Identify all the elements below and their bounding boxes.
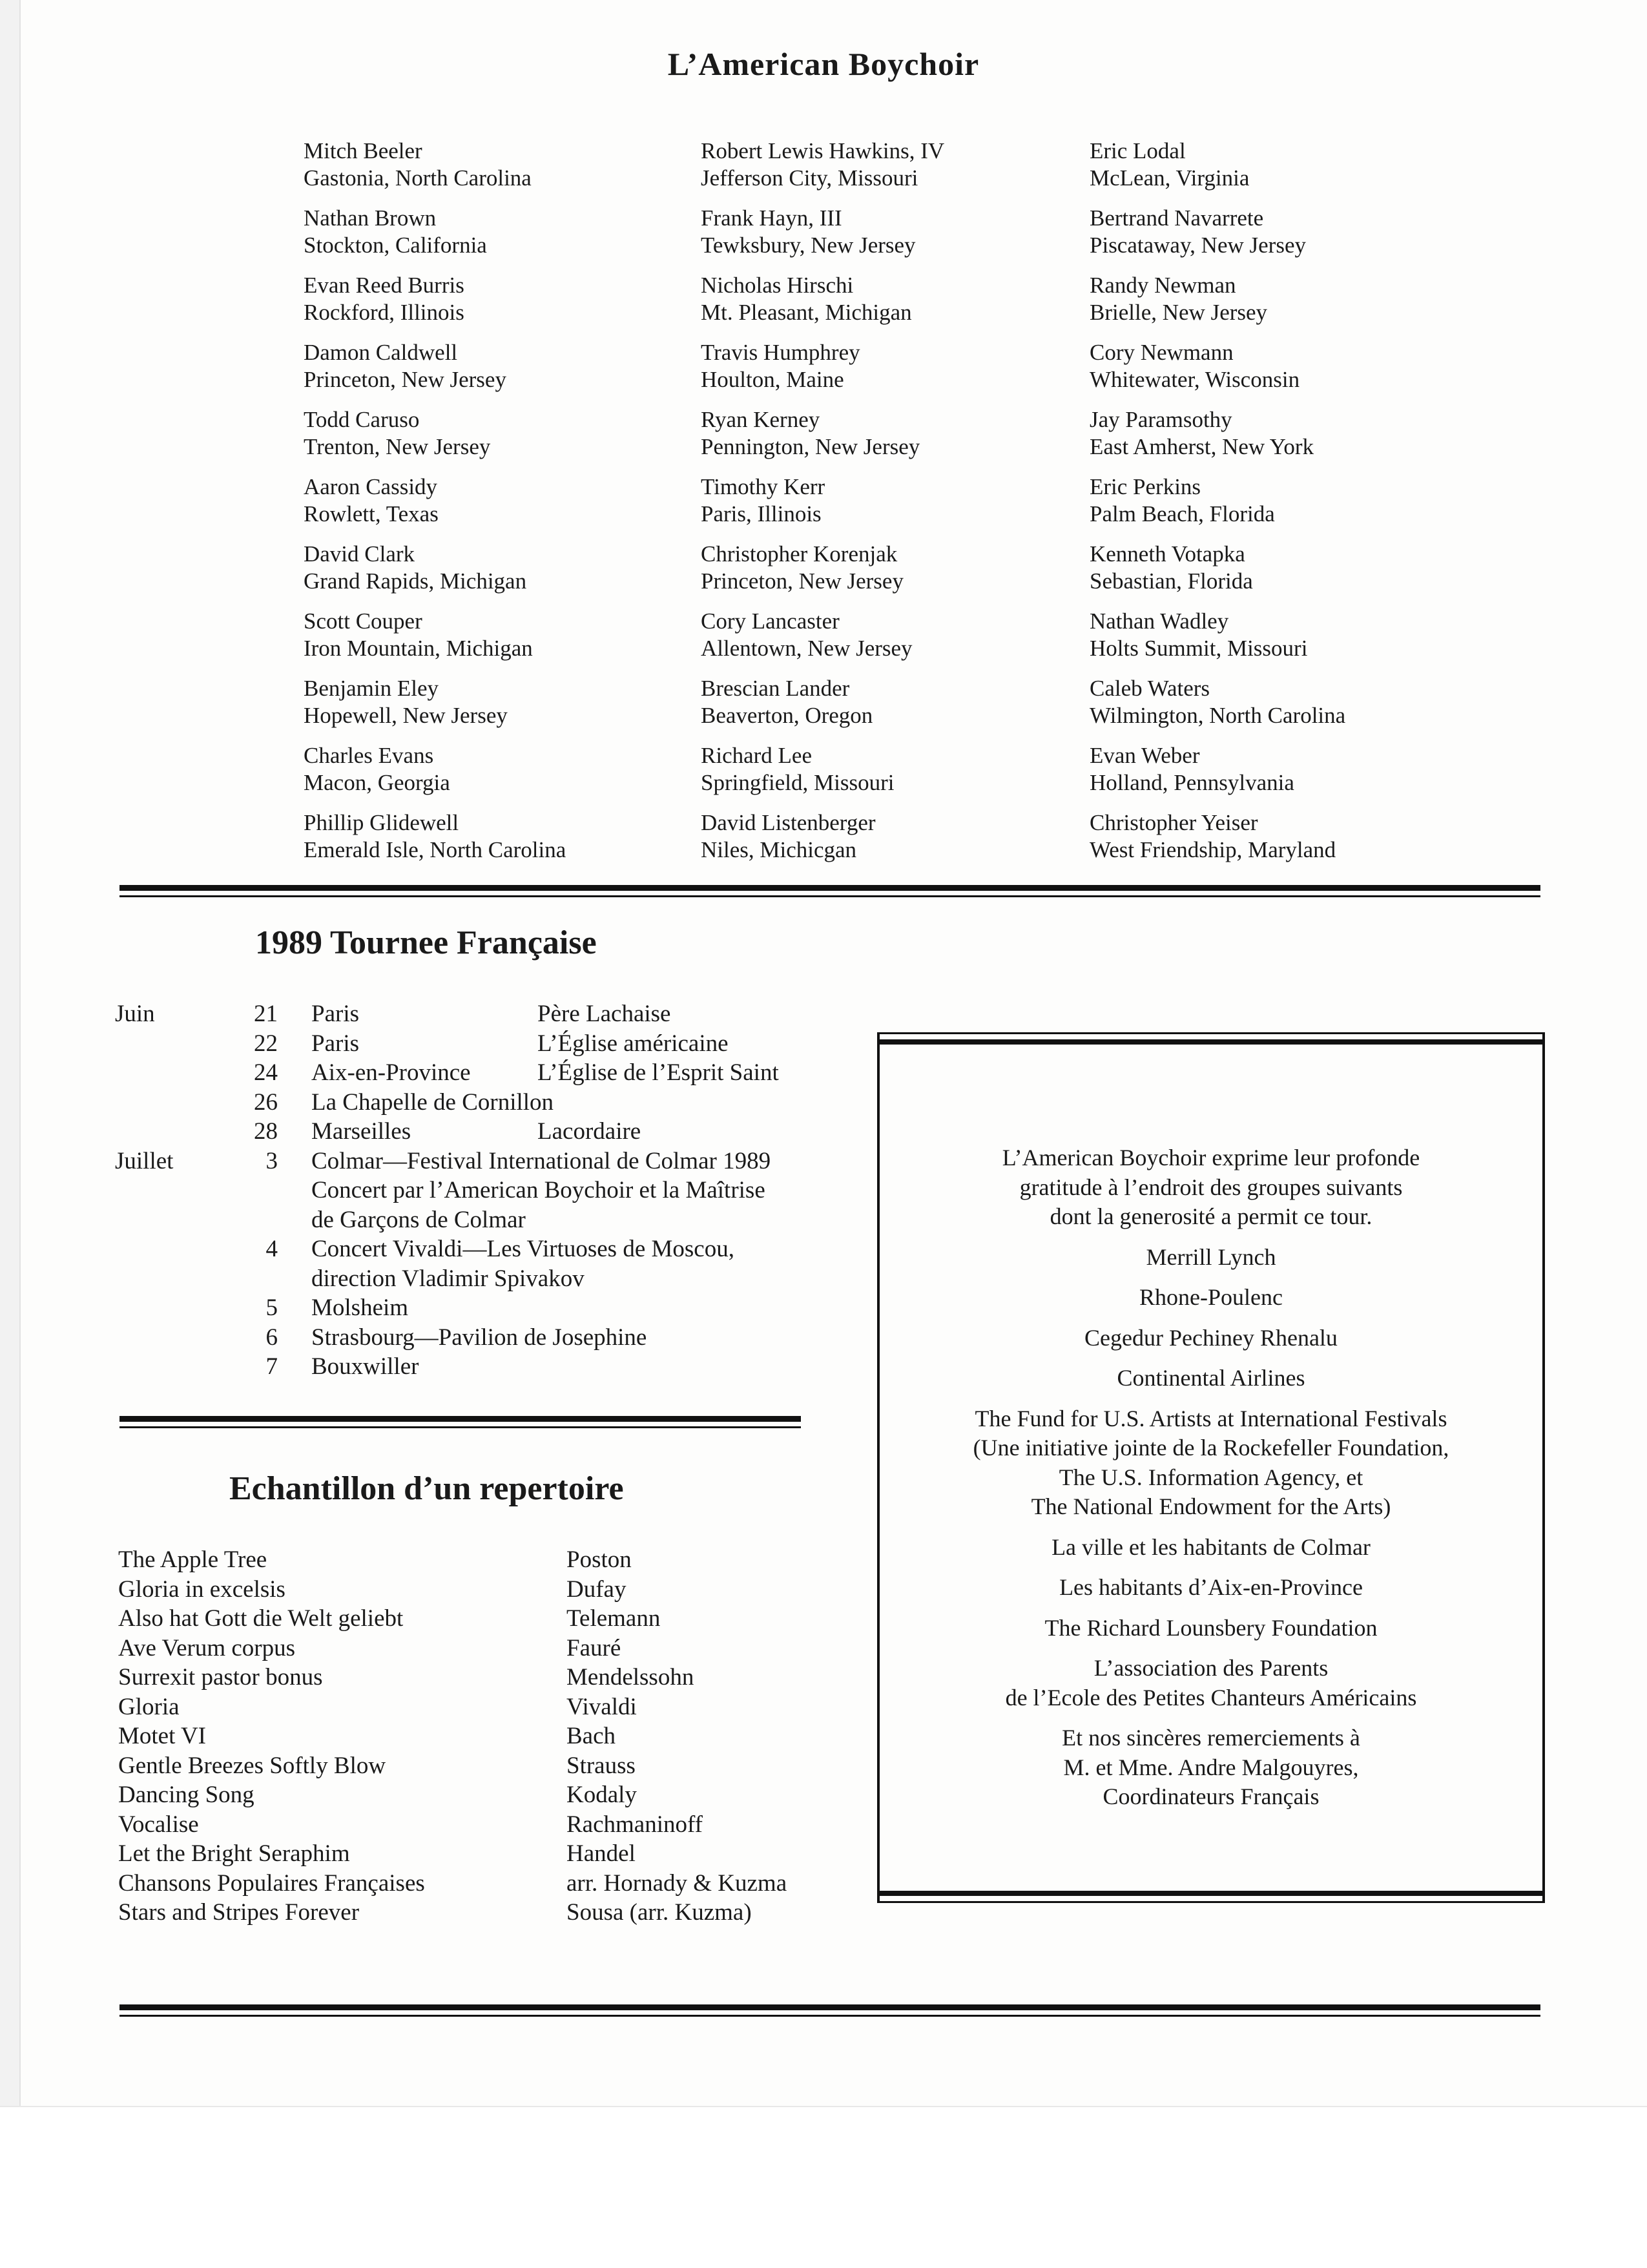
member-name: Jay Paramsothy (1090, 407, 1232, 432)
member-name: Nathan Brown (304, 205, 437, 231)
member-hometown: Princeton, New Jersey (304, 367, 506, 392)
choir-member (304, 406, 691, 473)
member-hometown: Wilmington, North Carolina (1090, 703, 1346, 728)
tour-day: 6 (265, 1324, 278, 1351)
acknowledgement-entry (880, 1283, 1542, 1313)
repertoire-work: Surrexit pastor bonus (118, 1664, 323, 1691)
acknowledgement-line: M. et Mme. Andre Malgouyres, (1063, 1754, 1359, 1780)
repertoire-composer: Mendelssohn (566, 1664, 694, 1691)
member-name: Todd Caruso (304, 407, 420, 432)
member-hometown: Beaverton, Oregon (701, 703, 873, 728)
page-title: L’American Boychoir (667, 46, 980, 82)
repertoire-row (0, 1810, 840, 1840)
choir-member (304, 675, 691, 742)
member-hometown: Macon, Georgia (304, 770, 450, 795)
tour-row (0, 1147, 865, 1176)
choir-member (304, 205, 691, 272)
tour-row (0, 1264, 865, 1294)
intro-line: gratitude à l’endroit des groupes suivants (1019, 1174, 1403, 1200)
tour-row (0, 1293, 865, 1323)
tour-row (0, 999, 865, 1029)
tour-day: 5 (265, 1295, 278, 1321)
choir-member (701, 742, 1088, 809)
tour-day: 26 (254, 1088, 278, 1116)
repertoire-title: Echantillon d’un repertoire (229, 1470, 624, 1507)
member-hometown: Hopewell, New Jersey (304, 703, 508, 728)
repertoire-row (0, 1898, 840, 1928)
tour-day: 7 (265, 1353, 278, 1380)
choir-member (701, 205, 1088, 272)
member-name: Eric Perkins (1090, 474, 1201, 499)
member-name: Phillip Glidewell (304, 810, 459, 835)
acknowledgement-line: The U.S. Information Agency, et (1059, 1464, 1363, 1490)
tour-city: La Chapelle de Cornillon (311, 1088, 554, 1116)
acknowledgement-line: Les habitants d’Aix-en-Province (1059, 1574, 1363, 1600)
tour-day: 28 (254, 1118, 278, 1145)
acknowledgement-line: La ville et les habitants de Colmar (1051, 1534, 1371, 1560)
choir-member (304, 138, 691, 205)
repertoire-work: The Apple Tree (118, 1546, 267, 1573)
choir-member (701, 473, 1088, 541)
choir-member (1090, 406, 1477, 473)
member-name: Aaron Cassidy (304, 474, 438, 499)
acknowledgement-entry (880, 1614, 1542, 1643)
repertoire-composer: Fauré (566, 1634, 621, 1661)
roster-column (1090, 138, 1477, 877)
tour-city: Aix-en-Province (311, 1059, 471, 1086)
member-name: David Listenberger (701, 810, 876, 835)
tour-city: Concert par l’American Boychoir et la Maîtrise (311, 1177, 765, 1203)
member-hometown: Holland, Pennsylvania (1090, 770, 1294, 795)
repertoire-row (0, 1722, 840, 1751)
tour-city: Bouxwiller (311, 1353, 419, 1380)
choir-member (304, 541, 691, 608)
member-hometown: Sebastian, Florida (1090, 568, 1253, 594)
choir-member (701, 541, 1088, 608)
member-hometown: Holts Summit, Missouri (1090, 636, 1308, 661)
tour-row (0, 1323, 865, 1353)
repertoire-composer: Kodaly (566, 1782, 637, 1808)
acknowledgement-entry (880, 1573, 1542, 1603)
choir-member (701, 809, 1088, 877)
member-hometown: Whitewater, Wisconsin (1090, 367, 1300, 392)
repertoire-work: Chansons Populaires Françaises (118, 1869, 425, 1897)
member-hometown: West Friendship, Maryland (1090, 837, 1336, 862)
member-hometown: McLean, Virginia (1090, 165, 1250, 191)
repertoire-row (0, 1692, 840, 1722)
acknowledgement-line: The Fund for U.S. Artists at International Festivals (975, 1405, 1447, 1431)
member-hometown: Trenton, New Jersey (304, 434, 491, 459)
tour-title: 1989 Tournee Française (255, 924, 597, 961)
member-hometown: Houlton, Maine (701, 367, 844, 392)
member-hometown: Jefferson City, Missouri (701, 165, 918, 191)
tour-day: 4 (265, 1236, 278, 1262)
member-name: David Clark (304, 541, 415, 567)
acknowledgement-line: de l’Ecole des Petites Chanteurs Américains (1005, 1684, 1417, 1711)
member-hometown: Stockton, California (304, 233, 487, 258)
member-hometown: Emerald Isle, North Carolina (304, 837, 566, 862)
member-name: Benjamin Eley (304, 676, 439, 701)
member-hometown: Palm Beach, Florida (1090, 501, 1275, 526)
acknowledgement-entry (880, 1533, 1542, 1563)
member-name: Caleb Waters (1090, 676, 1210, 701)
repertoire-composer: Vivaldi (566, 1693, 637, 1720)
tour-venue: Lacordaire (537, 1118, 641, 1145)
repertoire-composer: Rachmaninoff (566, 1811, 703, 1838)
repertoire-composer: arr. Hornady & Kuzma (566, 1869, 787, 1897)
tour-city: Molsheim (311, 1295, 409, 1321)
repertoire-work: Dancing Song (118, 1782, 254, 1808)
choir-member (701, 339, 1088, 406)
repertoire-work: Also hat Gott die Welt geliebt (118, 1605, 404, 1632)
repertoire-composer: Dufay (566, 1576, 627, 1603)
section-divider-top (119, 885, 1540, 897)
tour-day: 3 (265, 1147, 278, 1174)
section-divider-middle (119, 1416, 801, 1428)
member-hometown: Gastonia, North Carolina (304, 165, 532, 191)
repertoire-composer: Telemann (566, 1605, 661, 1632)
member-name: Christopher Yeiser (1090, 810, 1258, 835)
repertoire-work: Vocalise (118, 1811, 199, 1838)
member-name: Travis Humphrey (701, 340, 860, 365)
acknowledgements-box (877, 1032, 1545, 1903)
choir-member (304, 608, 691, 675)
acknowledgement-entry (880, 1654, 1542, 1712)
choir-member (1090, 272, 1477, 339)
repertoire-row (0, 1634, 840, 1663)
choir-member (1090, 473, 1477, 541)
tour-city: Paris (311, 1030, 359, 1057)
choir-member (701, 138, 1088, 205)
tour-row (0, 1205, 865, 1235)
acknowledgement-line: Coordinateurs Français (1103, 1784, 1320, 1809)
acknowledgements-intro (880, 1143, 1542, 1232)
roster-column (304, 138, 691, 877)
tour-city: Colmar—Festival International de Colmar 1989 (311, 1147, 771, 1174)
member-hometown: Mt. Pleasant, Michigan (701, 300, 912, 325)
acknowledgement-line: L’association des Parents (1093, 1655, 1329, 1681)
repertoire-work: Gloria in excelsis (118, 1576, 285, 1603)
member-hometown: East Amherst, New York (1090, 434, 1314, 459)
member-name: Christopher Korenjak (701, 541, 898, 567)
member-name: Mitch Beeler (304, 138, 422, 163)
repertoire-row (0, 1869, 840, 1899)
repertoire-work: Gentle Breezes Softly Blow (118, 1752, 386, 1779)
member-hometown: Piscataway, New Jersey (1090, 233, 1306, 258)
member-name: Charles Evans (304, 743, 434, 768)
member-name: Damon Caldwell (304, 340, 458, 365)
choir-member (701, 272, 1088, 339)
member-hometown: Tewksbury, New Jersey (701, 233, 916, 258)
section-divider-bottom (119, 2004, 1540, 2017)
tour-day: 21 (254, 1001, 278, 1027)
member-name: Cory Newmann (1090, 340, 1234, 365)
member-name: Kenneth Votapka (1090, 541, 1245, 567)
repertoire-work: Let the Bright Seraphim (118, 1840, 350, 1867)
member-name: Eric Lodal (1090, 138, 1186, 163)
tour-schedule (0, 999, 865, 1387)
choir-member (1090, 809, 1477, 877)
member-hometown: Iron Mountain, Michigan (304, 636, 533, 661)
member-hometown: Brielle, New Jersey (1090, 300, 1268, 325)
tour-city: Marseilles (311, 1118, 411, 1145)
choir-member (701, 675, 1088, 742)
repertoire-work: Ave Verum corpus (118, 1634, 296, 1661)
member-name: Brescian Lander (701, 676, 850, 701)
tour-row (0, 1176, 865, 1205)
tour-city: Concert Vivaldi—Les Virtuoses de Moscou, (311, 1236, 734, 1262)
choir-member (701, 406, 1088, 473)
tour-row (0, 1234, 865, 1264)
acknowledgement-line: Cegedur Pechiney Rhenalu (1084, 1324, 1338, 1351)
member-name: Evan Reed Burris (304, 273, 464, 298)
member-name: Nicholas Hirschi (701, 273, 854, 298)
choir-member (1090, 205, 1477, 272)
intro-line: L’American Boychoir exprime leur profonde (1002, 1145, 1420, 1170)
acknowledgement-line: The Richard Lounsbery Foundation (1044, 1614, 1378, 1641)
choir-member (304, 339, 691, 406)
repertoire-row (0, 1780, 840, 1810)
repertoire-row (0, 1751, 840, 1781)
member-hometown: Grand Rapids, Michigan (304, 568, 527, 594)
repertoire-composer: Sousa (arr. Kuzma) (566, 1899, 752, 1926)
repertoire-row (0, 1839, 840, 1869)
member-hometown: Rockford, Illinois (304, 300, 464, 325)
acknowledgement-entry (880, 1723, 1542, 1812)
member-name: Randy Newman (1090, 273, 1236, 298)
tour-city: de Garçons de Colmar (311, 1206, 526, 1233)
member-name: Evan Weber (1090, 743, 1200, 768)
member-hometown: Rowlett, Texas (304, 501, 439, 526)
intro-line: dont la generosité a permit ce tour. (1050, 1203, 1372, 1229)
acknowledgement-entry (880, 1243, 1542, 1273)
member-name: Nathan Wadley (1090, 609, 1229, 634)
repertoire-row (0, 1663, 840, 1692)
member-hometown: Paris, Illinois (701, 501, 822, 526)
repertoire-work: Gloria (118, 1693, 180, 1720)
tour-month: Juin (115, 1001, 155, 1027)
member-name: Scott Couper (304, 609, 422, 634)
tour-day: 24 (254, 1059, 278, 1086)
roster-column (701, 138, 1088, 877)
acknowledgement-line: (Une initiative jointe de la Rockefeller Foundation, (973, 1435, 1449, 1461)
tour-row (0, 1088, 865, 1118)
member-hometown: Pennington, New Jersey (701, 434, 920, 459)
tour-month: Juillet (115, 1147, 174, 1174)
choir-member (701, 608, 1088, 675)
tour-city: Paris (311, 1001, 359, 1027)
member-name: Richard Lee (701, 743, 812, 768)
tour-row (0, 1029, 865, 1059)
repertoire-composer: Bach (566, 1723, 616, 1749)
choir-member (1090, 138, 1477, 205)
repertoire-row (0, 1545, 840, 1575)
choir-member (304, 809, 691, 877)
acknowledgement-entry (880, 1364, 1542, 1393)
acknowledgement-line: Rhone-Poulenc (1139, 1284, 1283, 1310)
choir-member (1090, 742, 1477, 809)
choir-member (304, 272, 691, 339)
repertoire-composer: Handel (566, 1840, 636, 1867)
tour-city: Strasbourg—Pavilion de Josephine (311, 1324, 647, 1351)
repertoire-row (0, 1604, 840, 1634)
member-name: Robert Lewis Hawkins, IV (701, 138, 945, 163)
tour-day: 22 (254, 1030, 278, 1057)
choir-member (1090, 339, 1477, 406)
tour-row (0, 1117, 865, 1147)
member-name: Bertrand Navarrete (1090, 205, 1264, 231)
member-name: Cory Lancaster (701, 609, 840, 634)
repertoire-row (0, 1575, 840, 1605)
choir-member (1090, 541, 1477, 608)
repertoire-work: Motet VI (118, 1723, 207, 1749)
tour-venue: L’Église de l’Esprit Saint (537, 1059, 779, 1086)
tour-row (0, 1058, 865, 1088)
choir-member (1090, 608, 1477, 675)
repertoire-list (0, 1545, 840, 1933)
repertoire-composer: Poston (566, 1546, 632, 1573)
member-hometown: Allentown, New Jersey (701, 636, 913, 661)
member-hometown: Springfield, Missouri (701, 770, 895, 795)
member-name: Timothy Kerr (701, 474, 825, 499)
member-hometown: Princeton, New Jersey (701, 568, 904, 594)
choir-member (304, 742, 691, 809)
acknowledgement-line: Merrill Lynch (1146, 1243, 1276, 1270)
tour-venue: Père Lachaise (537, 1001, 671, 1027)
acknowledgement-line: Et nos sincères remerciements à (1062, 1725, 1360, 1751)
choir-member (1090, 675, 1477, 742)
member-name: Frank Hayn, III (701, 205, 842, 231)
tour-row (0, 1352, 865, 1382)
choir-member (304, 473, 691, 541)
repertoire-composer: Strauss (566, 1752, 636, 1779)
scan-margin (0, 2106, 1647, 2268)
tour-venue: L’Église américaine (537, 1030, 729, 1057)
acknowledgement-line: The National Endowment for the Arts) (1031, 1493, 1391, 1519)
tour-city: direction Vladimir Spivakov (311, 1265, 585, 1292)
member-hometown: Niles, Michicgan (701, 837, 857, 862)
acknowledgement-entry (880, 1404, 1542, 1522)
acknowledgement-entry (880, 1324, 1542, 1353)
member-name: Ryan Kerney (701, 407, 820, 432)
acknowledgement-line: Continental Airlines (1117, 1365, 1305, 1391)
repertoire-work: Stars and Stripes Forever (118, 1899, 360, 1926)
